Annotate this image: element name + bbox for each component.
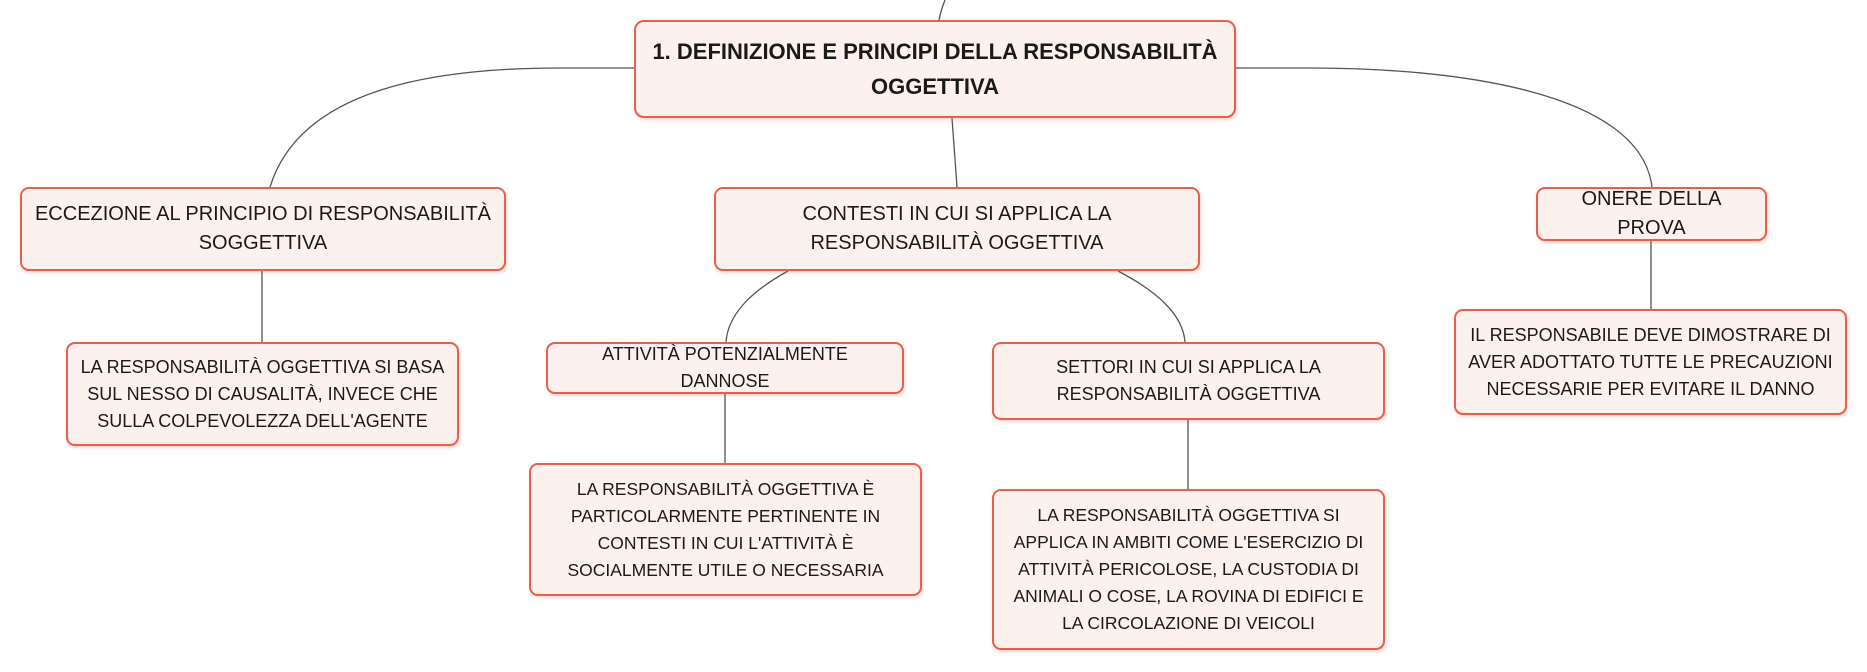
leaf-node-ambiti-applicazione[interactable] <box>992 489 1385 650</box>
branch-node-contesti[interactable] <box>714 187 1200 271</box>
connector-root-to-branch-contesti <box>952 118 957 187</box>
connector-root-to-parent <box>939 0 945 20</box>
leaf-node-responsabile-precauzioni[interactable] <box>1454 309 1847 415</box>
root-node-definizione[interactable] <box>634 20 1236 118</box>
leaf-node-responsabile-precauzioni-label: IL RESPONSABILE DEVE DIMOSTRARE DI AVER ADOTTATO TUTTE LE PRECAUZIONI NECESSARIE PER EVITARE IL DANNO <box>1468 324 1833 399</box>
branch-node-onere-label: ONERE DELLA PROVA <box>1581 188 1722 239</box>
leaf-node-socialmente-utile[interactable] <box>529 463 922 596</box>
subbranch-node-attivita-dannose-label: ATTIVITÀ POTENZIALMENTE DANNOSE <box>602 344 848 391</box>
leaf-node-socialmente-utile-label: LA RESPONSABILITÀ OGGETTIVA È PARTICOLARMENTE PERTINENTE IN CONTESTI IN CUI L'ATTIVITÀ È SOCIALMENTE UTILE O NECESSARIA <box>567 478 884 580</box>
leaf-node-nesso-causalita[interactable] <box>66 342 459 446</box>
branch-node-eccezione-label: ECCEZIONE AL PRINCIPIO DI RESPONSABILITÀ SOGGETTIVA <box>34 203 492 254</box>
branch-node-onere[interactable] <box>1536 187 1767 241</box>
branch-node-contesti-label: CONTESTI IN CUI SI APPLICA LA RESPONSABILITÀ OGGETTIVA <box>802 203 1112 254</box>
connector-root-to-branch-onere <box>1236 68 1652 187</box>
connector-contesti-to-attivita <box>726 271 788 342</box>
subbranch-node-attivita-dannose[interactable] <box>546 342 904 394</box>
leaf-node-ambiti-applicazione-label: LA RESPONSABILITÀ OGGETTIVA SI APPLICA IN AMBITI COME L'ESERCIZIO DI ATTIVITÀ PERICOLOSE, LA CUSTODIA DI ANIMALI O COSE, LA ROVINA DI EDIFICI E LA CIRCOLAZIONE DI VEICOLI <box>1013 505 1364 633</box>
subbranch-node-settori-label: SETTORI IN CUI SI APPLICA LA RESPONSABILITÀ OGGETTIVA <box>1056 357 1321 404</box>
leaf-node-nesso-causalita-label: LA RESPONSABILITÀ OGGETTIVA SI BASA SUL NESSO DI CAUSALITÀ, INVECE CHE SULLA COLPEVOLEZZA DELL'AGENTE <box>80 356 445 431</box>
connector-contesti-to-settori <box>1118 271 1185 342</box>
subbranch-node-settori[interactable] <box>992 342 1385 420</box>
connector-root-to-branch-eccezione <box>270 68 634 187</box>
branch-node-eccezione[interactable] <box>20 187 506 271</box>
root-node-label: 1. DEFINIZIONE E PRINCIPI DELLA RESPONSABILITÀ OGGETTIVA <box>652 39 1218 99</box>
